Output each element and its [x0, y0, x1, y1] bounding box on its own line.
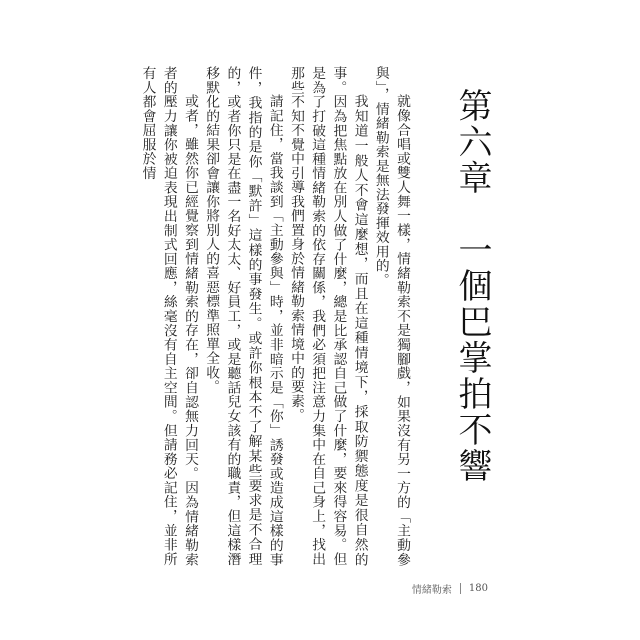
- footer-divider: [460, 583, 461, 594]
- paragraph: 就像合唱或雙人舞一樣，情緒勒索不是獨腳戲，如果沒有另一方的「主動參與」，情緒勒索是無法發揮效用的。: [372, 66, 410, 566]
- chapter-title: 第六章 一個巴掌拍不響: [452, 88, 492, 484]
- running-head: 情緒勒索: [411, 585, 452, 596]
- paragraph: 請記住，當我談到「主動參與」時，並非暗示是「你」誘發或造成這樣的事件，我指的是你「默許」這樣的事發生。或許你根本不了解某些要求是不合理的，或者你只是在盡一名好太太、好員工，或是聽話兒女該有的職責，但這樣潛移默化的結果卻會讓你將別人的喜惡標準照單全收。: [203, 66, 283, 566]
- page-number: 180: [468, 583, 488, 594]
- paragraph: 我知道一般人不會這麼想，而且在這種情境下，採取防禦態度是很自然的事。因為把焦點放在別人做了什麼，總是比承認自己做了什麼，要來得容易。但是為了打破這種情緒勒索的依存關係，我們必須把注意力集中在自己身上，找出那些不知不覺中引導我們置身於情緒勒索情境中的要素。: [287, 66, 368, 566]
- page-footer: [412, 581, 488, 596]
- body-text: [139, 66, 412, 566]
- paragraph: 或者，雖然你已經覺察到情緒勒索的存在，卻自認無力回天。因為情緒勒索者的壓力讓你被迫表現出制式回應，絲毫沒有自主空間。但請務必記住，並非所有人都會屈服於情: [139, 66, 198, 566]
